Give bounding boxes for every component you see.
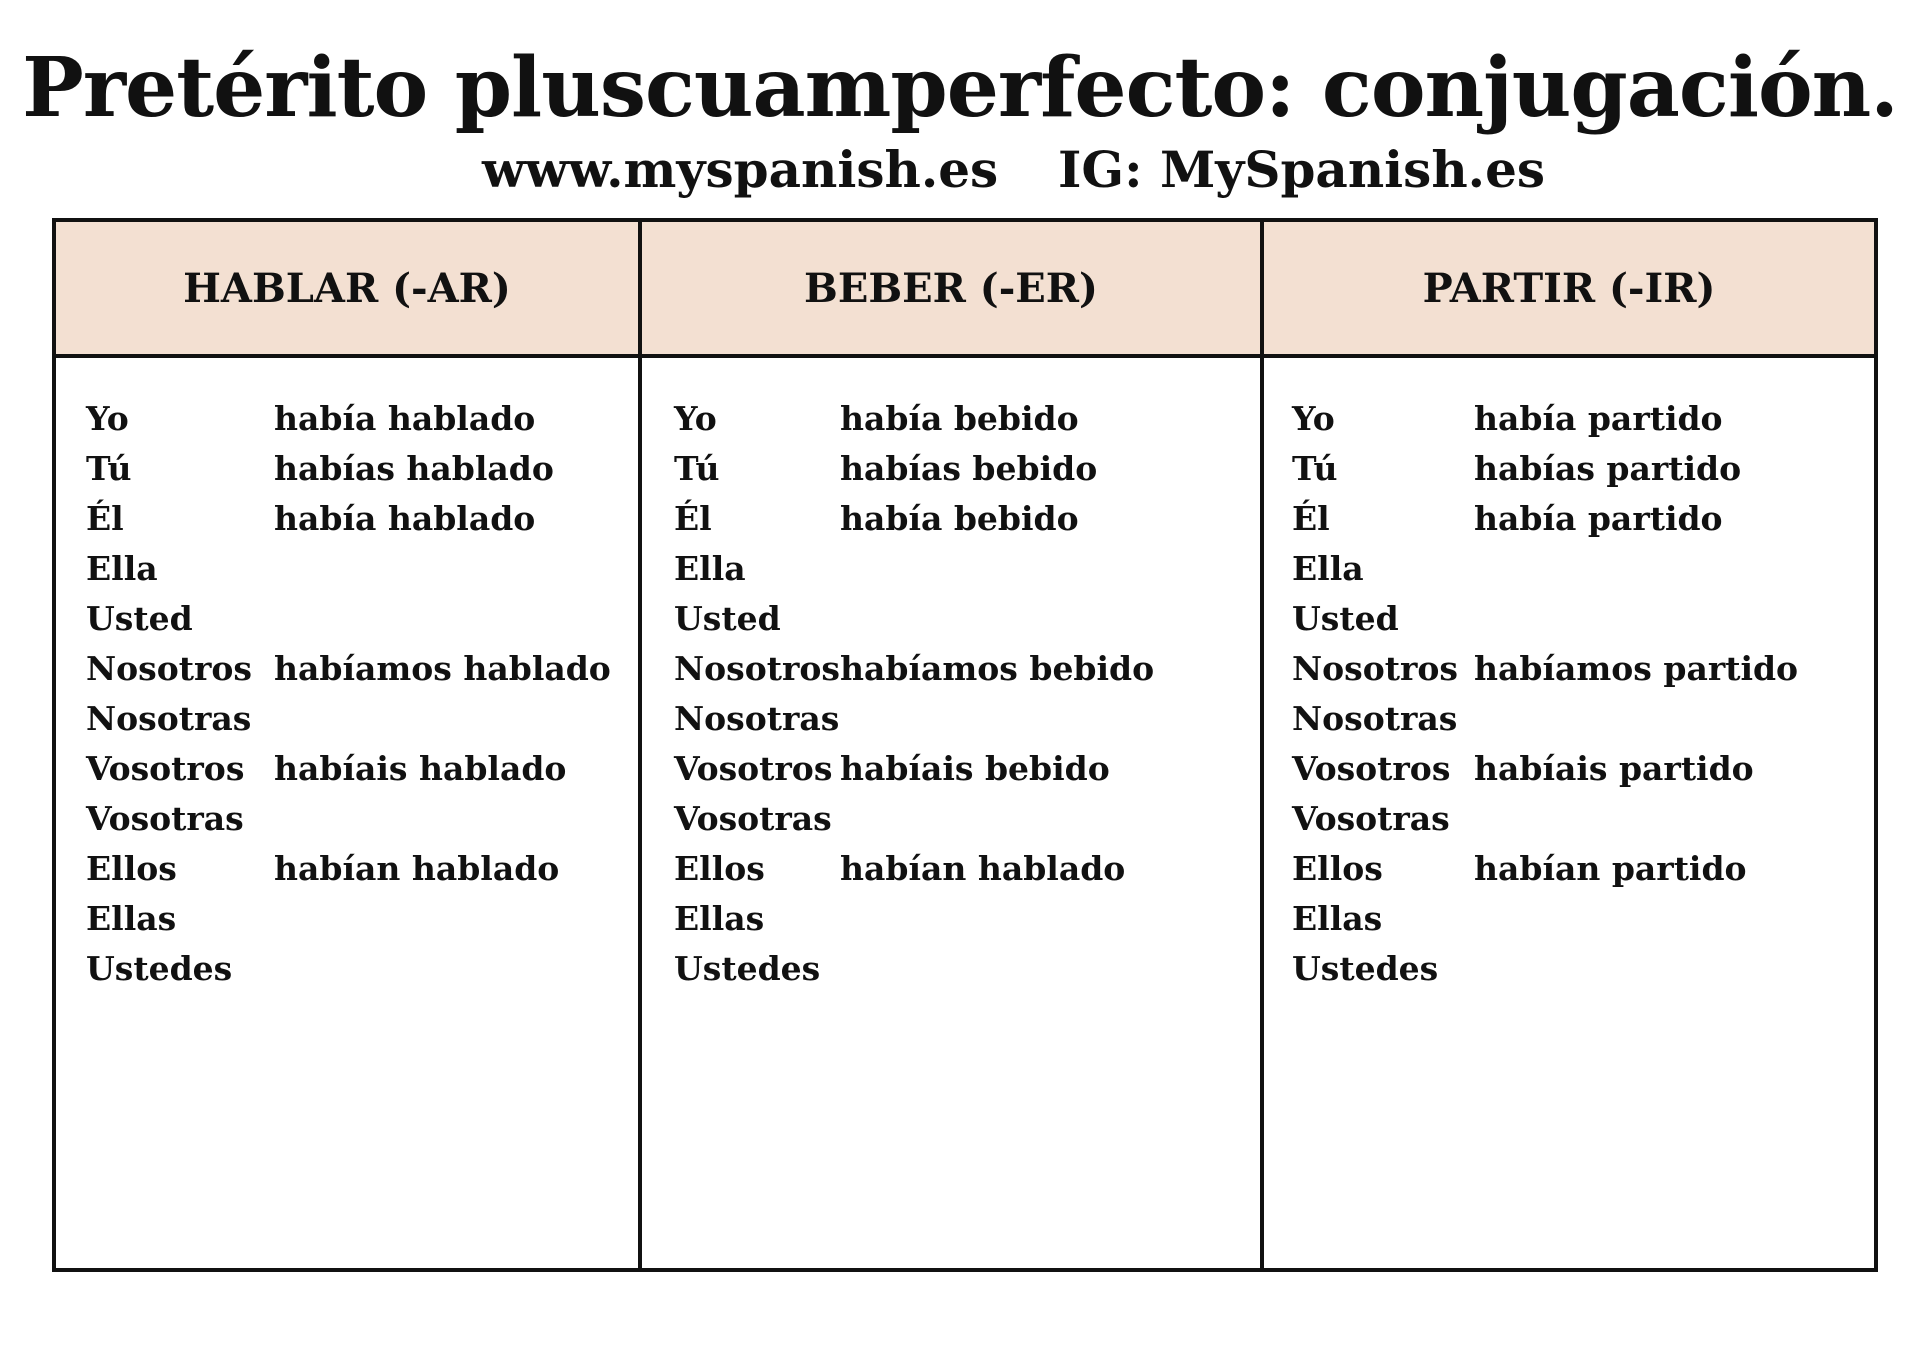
conjugation-row [642, 444, 1260, 494]
pronoun: Él [86, 499, 124, 538]
conjugation-row [642, 544, 1260, 594]
conjugation-row [56, 444, 638, 494]
column-heading: HABLAR (-AR) [56, 222, 638, 358]
conjugation-row [1264, 744, 1874, 794]
conjugation-row [1264, 894, 1874, 944]
conjugation-row [56, 794, 638, 844]
conjugation-rows [56, 394, 638, 994]
pronoun: Vosotros [1292, 749, 1451, 788]
pronoun: Vosotros [674, 749, 833, 788]
verb-form: habíais bebido [840, 749, 1110, 788]
pronoun: Yo [674, 399, 717, 438]
conjugation-row [1264, 594, 1874, 644]
pronoun: Nosotros [1292, 649, 1458, 688]
conjugation-row [56, 644, 638, 694]
conjugation-rows [1264, 394, 1874, 994]
pronoun: Ellas [1292, 899, 1383, 938]
pronoun: Ellas [674, 899, 765, 938]
conjugation-row [1264, 944, 1874, 994]
pronoun: Tú [674, 449, 720, 488]
pronoun: Nosotras [1292, 699, 1458, 738]
verb-form: habíamos partido [1474, 649, 1799, 688]
conjugation-row [642, 894, 1260, 944]
pronoun: Tú [1292, 449, 1338, 488]
verb-form: había hablado [274, 499, 536, 538]
pronoun: Ustedes [674, 949, 821, 988]
instagram-label: IG: MySpanish.es [1058, 140, 1546, 199]
conjugation-row [56, 544, 638, 594]
conjugation-row [642, 694, 1260, 744]
verb-form: había partido [1474, 399, 1723, 438]
pronoun: Ella [674, 549, 746, 588]
conjugation-row [642, 644, 1260, 694]
conjugation-row [1264, 694, 1874, 744]
conjugation-row [56, 894, 638, 944]
verb-form: habíamos bebido [840, 649, 1155, 688]
verb-form: habías bebido [840, 449, 1098, 488]
conjugation-row [56, 494, 638, 544]
verb-form: había bebido [840, 499, 1079, 538]
verb-form: habían hablado [274, 849, 560, 888]
conjugation-row [642, 944, 1260, 994]
pronoun: Vosotros [86, 749, 245, 788]
pronoun: Ellos [86, 849, 177, 888]
pronoun: Yo [1292, 399, 1335, 438]
page-title: Pretérito pluscuamperfecto: conjugación. [22, 40, 1898, 136]
conjugation-row [56, 694, 638, 744]
verb-form: habíamos hablado [274, 649, 611, 688]
pronoun: Ustedes [86, 949, 233, 988]
pronoun: Yo [86, 399, 129, 438]
conjugation-row [642, 594, 1260, 644]
pronoun: Él [674, 499, 712, 538]
conjugation-row [1264, 794, 1874, 844]
verb-form: habíais hablado [274, 749, 567, 788]
pronoun: Ellas [86, 899, 177, 938]
verb-form: habían hablado [840, 849, 1126, 888]
conjugation-row [56, 844, 638, 894]
pronoun: Nosotras [86, 699, 252, 738]
conjugation-row [642, 744, 1260, 794]
conjugation-row [56, 944, 638, 994]
pronoun: Nosotras [674, 699, 840, 738]
conjugation-row [1264, 844, 1874, 894]
verb-form: habías hablado [274, 449, 554, 488]
website-label: www.myspanish.es [482, 140, 999, 199]
conjugation-table [52, 218, 1878, 1272]
conjugation-row [56, 594, 638, 644]
conjugation-rows [642, 394, 1260, 994]
verb-form: había hablado [274, 399, 536, 438]
pronoun: Nosotros [674, 649, 840, 688]
pronoun: Ellos [674, 849, 765, 888]
column-partir [1264, 222, 1874, 1268]
pronoun: Usted [86, 599, 193, 638]
pronoun: Nosotros [86, 649, 252, 688]
pronoun: Ellos [1292, 849, 1383, 888]
pronoun: Vosotras [1292, 799, 1450, 838]
pronoun: Él [1292, 499, 1330, 538]
pronoun: Ustedes [1292, 949, 1439, 988]
pronoun: Vosotras [86, 799, 244, 838]
pronoun: Ella [86, 549, 158, 588]
conjugation-row [642, 494, 1260, 544]
pronoun: Usted [674, 599, 781, 638]
conjugation-row [1264, 494, 1874, 544]
conjugation-row [1264, 394, 1874, 444]
conjugation-row [642, 794, 1260, 844]
column-beber [642, 222, 1264, 1268]
conjugation-row [642, 844, 1260, 894]
conjugation-row [1264, 544, 1874, 594]
conjugation-row [1264, 444, 1874, 494]
column-heading: BEBER (-ER) [642, 222, 1260, 358]
conjugation-row [56, 744, 638, 794]
conjugation-row [1264, 644, 1874, 694]
conjugation-row [642, 394, 1260, 444]
verb-form: había partido [1474, 499, 1723, 538]
column-hablar [56, 222, 642, 1268]
verb-form: habías partido [1474, 449, 1742, 488]
verb-form: habían partido [1474, 849, 1747, 888]
verb-form: habíais partido [1474, 749, 1754, 788]
conjugation-row [56, 394, 638, 444]
pronoun: Ella [1292, 549, 1364, 588]
pronoun: Tú [86, 449, 132, 488]
pronoun: Usted [1292, 599, 1399, 638]
pronoun: Vosotras [674, 799, 832, 838]
verb-form: había bebido [840, 399, 1079, 438]
column-heading: PARTIR (-IR) [1264, 222, 1874, 358]
